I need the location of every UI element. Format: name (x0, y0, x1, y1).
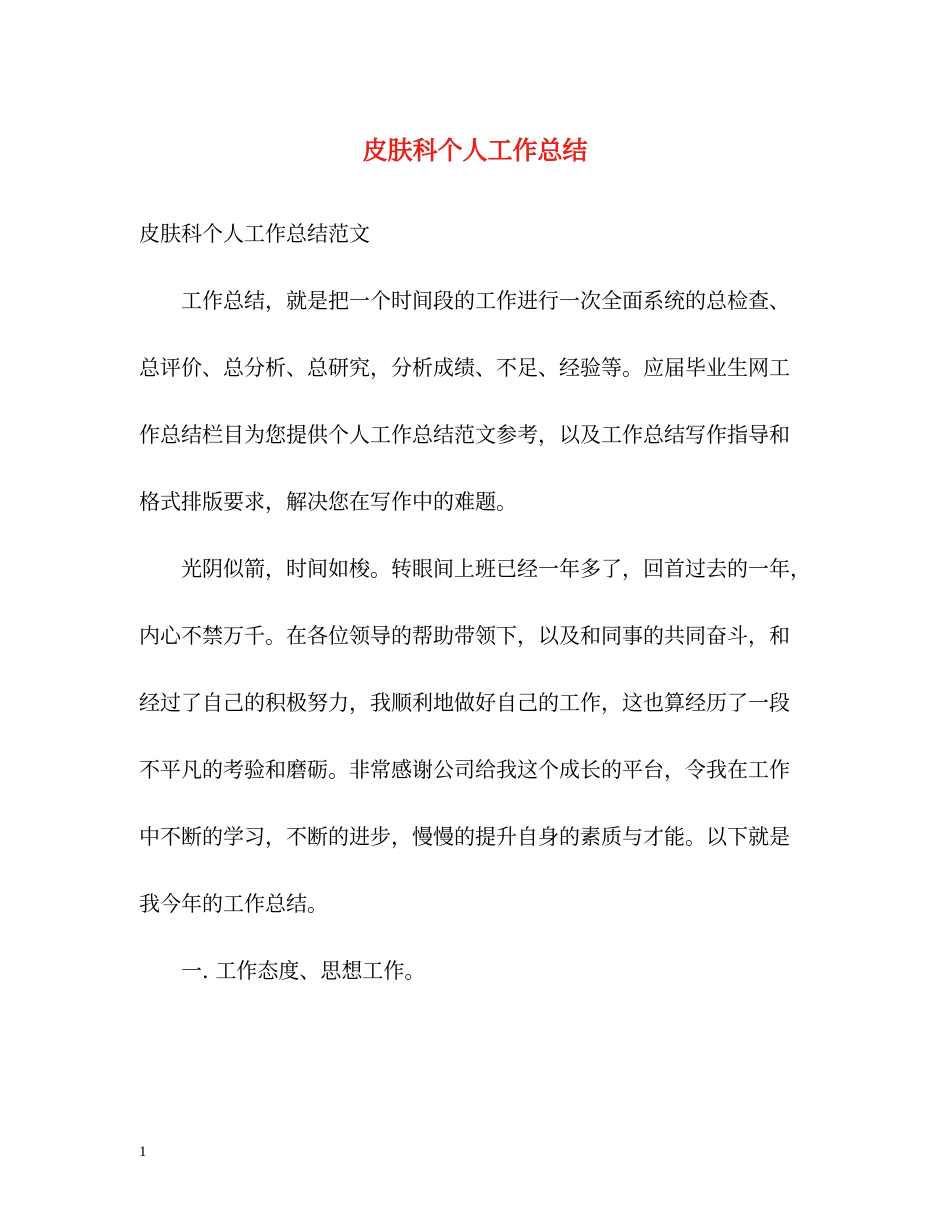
body-line: 光阴似箭，时间如梭。转眼间上班已经一年多了，回首过去的一年， (139, 557, 811, 581)
body-line: 格式排版要求，解决您在写作中的难题。 (139, 490, 517, 514)
body-line: 不平凡的考验和磨砺。非常感谢公司给我这个成长的平台，令我在工作 (139, 758, 790, 782)
body-line: 我今年的工作总结。 (139, 892, 328, 916)
body-line: 中不断的学习，不断的进步，慢慢的提升自身的素质与才能。以下就是 (139, 825, 790, 849)
document-title: 皮肤科个人工作总结 (362, 136, 588, 165)
body-line: 经过了自己的积极努力，我顺利地做好自己的工作，这也算经历了一段 (139, 691, 790, 715)
document-subtitle: 皮肤科个人工作总结范文 (139, 222, 370, 246)
body-line: 内心不禁万千。在各位领导的帮助带领下，以及和同事的共同奋斗，和 (139, 624, 790, 648)
body-line: 总评价、总分析、总研究，分析成绩、不足、经验等。应届毕业生网工 (139, 356, 790, 380)
page-number: 1 (139, 1144, 147, 1160)
body-line: 作总结栏目为您提供个人工作总结范文参考，以及工作总结写作指导和 (139, 423, 790, 447)
section-heading: 一. 工作态度、思想工作。 (139, 959, 426, 983)
body-line: 工作总结，就是把一个时间段的工作进行一次全面系统的总检查、 (139, 289, 790, 313)
